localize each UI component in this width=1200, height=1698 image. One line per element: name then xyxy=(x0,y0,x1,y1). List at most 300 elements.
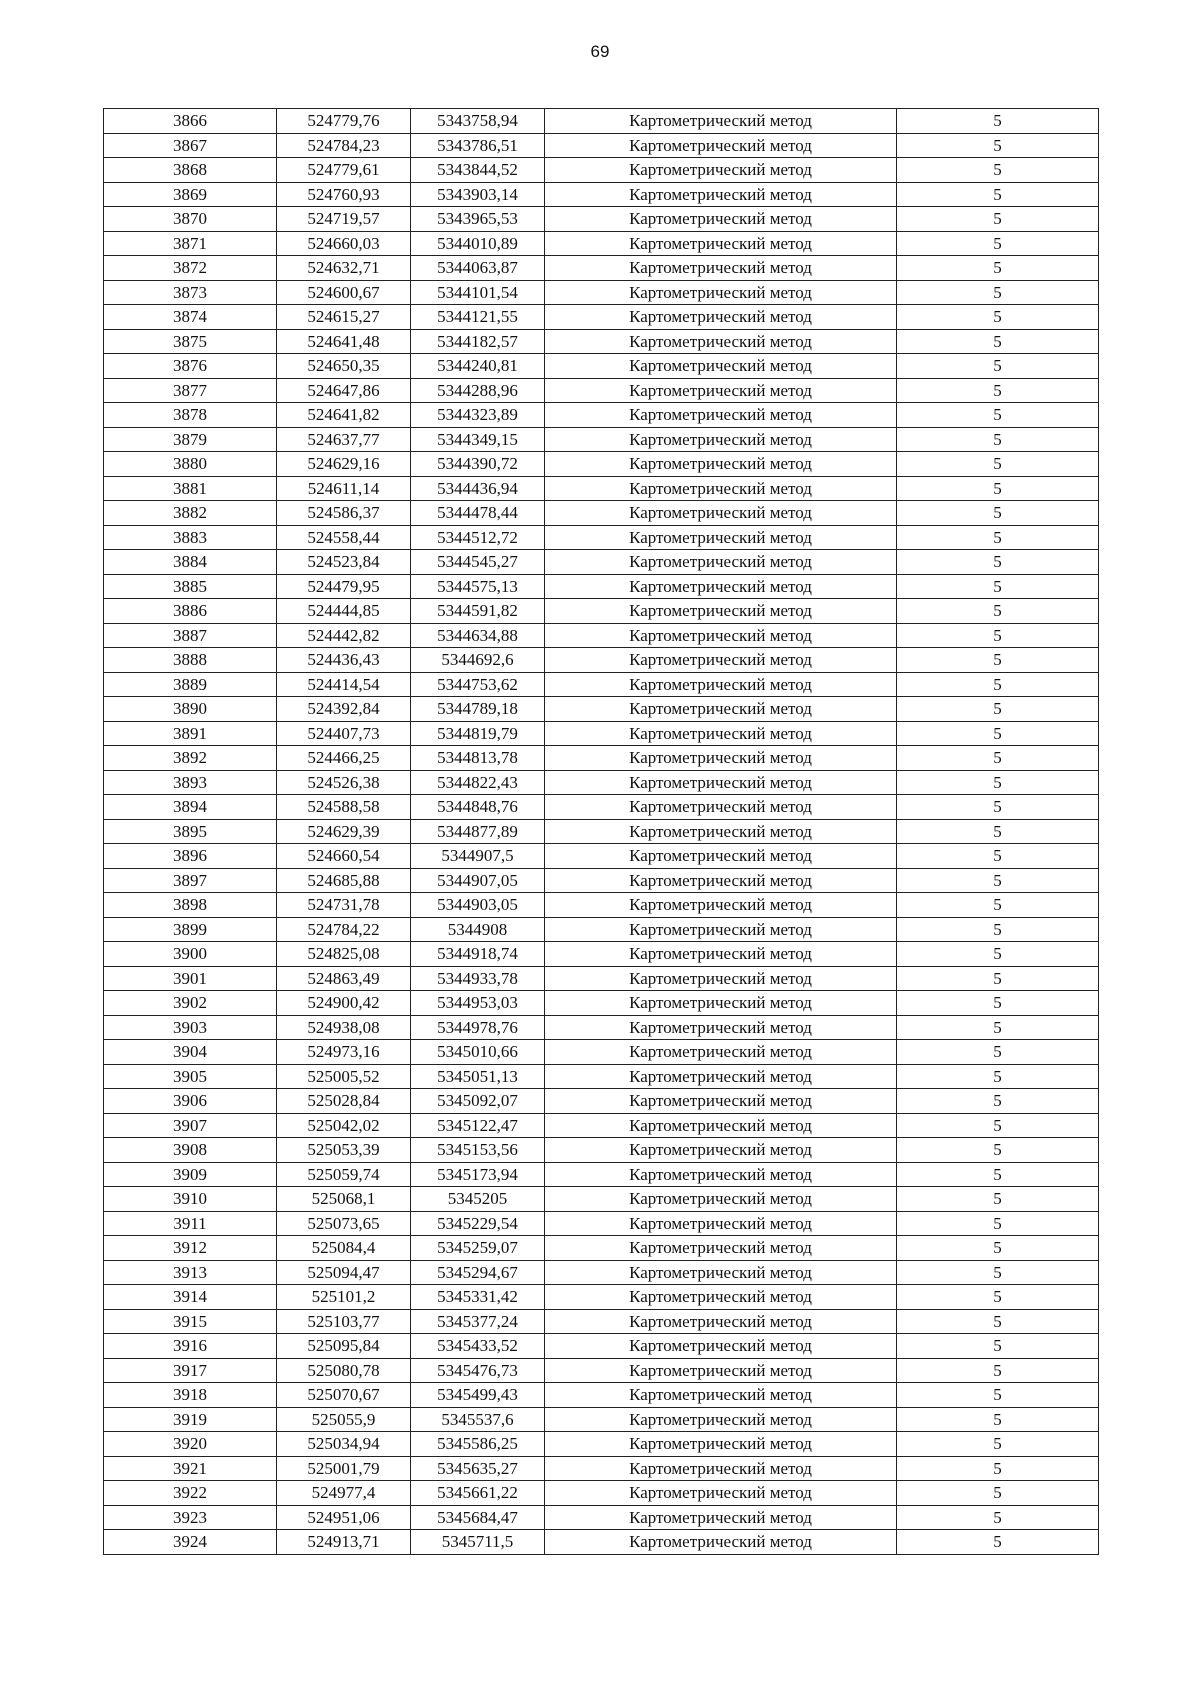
method-cell: Картометрический метод xyxy=(545,231,897,256)
table-row xyxy=(104,133,1099,158)
x-coordinate-cell: 524973,16 xyxy=(277,1040,411,1065)
table-row xyxy=(104,697,1099,722)
method-cell: Картометрический метод xyxy=(545,378,897,403)
table-row xyxy=(104,1456,1099,1481)
method-cell: Картометрический метод xyxy=(545,1456,897,1481)
accuracy-cell: 5 xyxy=(897,795,1099,820)
x-coordinate-cell: 525068,1 xyxy=(277,1187,411,1212)
table-row xyxy=(104,476,1099,501)
y-coordinate-cell: 5344063,87 xyxy=(411,256,545,281)
method-cell: Картометрический метод xyxy=(545,648,897,673)
point-number-cell: 3875 xyxy=(104,329,277,354)
table-row xyxy=(104,917,1099,942)
coordinates-table-body xyxy=(104,109,1099,1555)
point-number-cell: 3894 xyxy=(104,795,277,820)
x-coordinate-cell: 524586,37 xyxy=(277,501,411,526)
accuracy-cell: 5 xyxy=(897,1236,1099,1261)
y-coordinate-cell: 5344848,76 xyxy=(411,795,545,820)
table-row xyxy=(104,1260,1099,1285)
x-coordinate-cell: 524977,4 xyxy=(277,1481,411,1506)
accuracy-cell: 5 xyxy=(897,1481,1099,1506)
accuracy-cell: 5 xyxy=(897,746,1099,771)
table-row xyxy=(104,1040,1099,1065)
y-coordinate-cell: 5345537,6 xyxy=(411,1407,545,1432)
method-cell: Картометрический метод xyxy=(545,109,897,134)
accuracy-cell: 5 xyxy=(897,1530,1099,1555)
point-number-cell: 3881 xyxy=(104,476,277,501)
table-row xyxy=(104,966,1099,991)
y-coordinate-cell: 5344978,76 xyxy=(411,1015,545,1040)
x-coordinate-cell: 524719,57 xyxy=(277,207,411,232)
accuracy-cell: 5 xyxy=(897,1064,1099,1089)
x-coordinate-cell: 524900,42 xyxy=(277,991,411,1016)
accuracy-cell: 5 xyxy=(897,623,1099,648)
accuracy-cell: 5 xyxy=(897,721,1099,746)
method-cell: Картометрический метод xyxy=(545,819,897,844)
page-number: 69 xyxy=(590,42,610,61)
method-cell: Картометрический метод xyxy=(545,1187,897,1212)
table-row xyxy=(104,844,1099,869)
accuracy-cell: 5 xyxy=(897,1505,1099,1530)
y-coordinate-cell: 5345499,43 xyxy=(411,1383,545,1408)
y-coordinate-cell: 5345229,54 xyxy=(411,1211,545,1236)
accuracy-cell: 5 xyxy=(897,525,1099,550)
accuracy-cell: 5 xyxy=(897,893,1099,918)
table-row xyxy=(104,942,1099,967)
y-coordinate-cell: 5345586,25 xyxy=(411,1432,545,1457)
x-coordinate-cell: 525005,52 xyxy=(277,1064,411,1089)
y-coordinate-cell: 5344634,88 xyxy=(411,623,545,648)
method-cell: Картометрический метод xyxy=(545,1358,897,1383)
y-coordinate-cell: 5344692,6 xyxy=(411,648,545,673)
table-row xyxy=(104,1089,1099,1114)
y-coordinate-cell: 5345294,67 xyxy=(411,1260,545,1285)
table-row xyxy=(104,574,1099,599)
accuracy-cell: 5 xyxy=(897,133,1099,158)
accuracy-cell: 5 xyxy=(897,1187,1099,1212)
table-row xyxy=(104,354,1099,379)
point-number-cell: 3912 xyxy=(104,1236,277,1261)
accuracy-cell: 5 xyxy=(897,868,1099,893)
x-coordinate-cell: 525103,77 xyxy=(277,1309,411,1334)
y-coordinate-cell: 5344907,5 xyxy=(411,844,545,869)
x-coordinate-cell: 524951,06 xyxy=(277,1505,411,1530)
point-number-cell: 3899 xyxy=(104,917,277,942)
table-row xyxy=(104,525,1099,550)
point-number-cell: 3887 xyxy=(104,623,277,648)
x-coordinate-cell: 524641,82 xyxy=(277,403,411,428)
accuracy-cell: 5 xyxy=(897,648,1099,673)
x-coordinate-cell: 524641,48 xyxy=(277,329,411,354)
point-number-cell: 3873 xyxy=(104,280,277,305)
table-row xyxy=(104,819,1099,844)
accuracy-cell: 5 xyxy=(897,231,1099,256)
y-coordinate-cell: 5343903,14 xyxy=(411,182,545,207)
table-row xyxy=(104,746,1099,771)
accuracy-cell: 5 xyxy=(897,1040,1099,1065)
table-row xyxy=(104,1187,1099,1212)
method-cell: Картометрический метод xyxy=(545,1236,897,1261)
y-coordinate-cell: 5344822,43 xyxy=(411,770,545,795)
y-coordinate-cell: 5344288,96 xyxy=(411,378,545,403)
y-coordinate-cell: 5343844,52 xyxy=(411,158,545,183)
method-cell: Картометрический метод xyxy=(545,158,897,183)
method-cell: Картометрический метод xyxy=(545,966,897,991)
table-row xyxy=(104,158,1099,183)
method-cell: Картометрический метод xyxy=(545,1285,897,1310)
point-number-cell: 3867 xyxy=(104,133,277,158)
y-coordinate-cell: 5345711,5 xyxy=(411,1530,545,1555)
x-coordinate-cell: 524825,08 xyxy=(277,942,411,967)
method-cell: Картометрический метод xyxy=(545,770,897,795)
y-coordinate-cell: 5344121,55 xyxy=(411,305,545,330)
x-coordinate-cell: 524558,44 xyxy=(277,525,411,550)
method-cell: Картометрический метод xyxy=(545,844,897,869)
accuracy-cell: 5 xyxy=(897,403,1099,428)
y-coordinate-cell: 5344182,57 xyxy=(411,329,545,354)
accuracy-cell: 5 xyxy=(897,1358,1099,1383)
method-cell: Картометрический метод xyxy=(545,1481,897,1506)
method-cell: Картометрический метод xyxy=(545,1064,897,1089)
x-coordinate-cell: 524632,71 xyxy=(277,256,411,281)
method-cell: Картометрический метод xyxy=(545,207,897,232)
accuracy-cell: 5 xyxy=(897,1260,1099,1285)
accuracy-cell: 5 xyxy=(897,672,1099,697)
x-coordinate-cell: 525028,84 xyxy=(277,1089,411,1114)
point-number-cell: 3883 xyxy=(104,525,277,550)
method-cell: Картометрический метод xyxy=(545,182,897,207)
x-coordinate-cell: 524779,61 xyxy=(277,158,411,183)
point-number-cell: 3889 xyxy=(104,672,277,697)
point-number-cell: 3876 xyxy=(104,354,277,379)
x-coordinate-cell: 524611,14 xyxy=(277,476,411,501)
y-coordinate-cell: 5345259,07 xyxy=(411,1236,545,1261)
point-number-cell: 3895 xyxy=(104,819,277,844)
table-row xyxy=(104,1064,1099,1089)
point-number-cell: 3879 xyxy=(104,427,277,452)
point-number-cell: 3891 xyxy=(104,721,277,746)
method-cell: Картометрический метод xyxy=(545,550,897,575)
y-coordinate-cell: 5344390,72 xyxy=(411,452,545,477)
table-row xyxy=(104,182,1099,207)
table-row xyxy=(104,599,1099,624)
point-number-cell: 3905 xyxy=(104,1064,277,1089)
point-number-cell: 3866 xyxy=(104,109,277,134)
table-row xyxy=(104,623,1099,648)
point-number-cell: 3886 xyxy=(104,599,277,624)
point-number-cell: 3911 xyxy=(104,1211,277,1236)
x-coordinate-cell: 524863,49 xyxy=(277,966,411,991)
accuracy-cell: 5 xyxy=(897,942,1099,967)
x-coordinate-cell: 525080,78 xyxy=(277,1358,411,1383)
y-coordinate-cell: 5345092,07 xyxy=(411,1089,545,1114)
x-coordinate-cell: 524588,58 xyxy=(277,795,411,820)
table-row xyxy=(104,1432,1099,1457)
point-number-cell: 3913 xyxy=(104,1260,277,1285)
point-number-cell: 3870 xyxy=(104,207,277,232)
x-coordinate-cell: 524660,03 xyxy=(277,231,411,256)
x-coordinate-cell: 524466,25 xyxy=(277,746,411,771)
method-cell: Картометрический метод xyxy=(545,1383,897,1408)
y-coordinate-cell: 5345122,47 xyxy=(411,1113,545,1138)
method-cell: Картометрический метод xyxy=(545,1505,897,1530)
y-coordinate-cell: 5345051,13 xyxy=(411,1064,545,1089)
table-row xyxy=(104,427,1099,452)
x-coordinate-cell: 524629,16 xyxy=(277,452,411,477)
y-coordinate-cell: 5344545,27 xyxy=(411,550,545,575)
accuracy-cell: 5 xyxy=(897,991,1099,1016)
table-row xyxy=(104,795,1099,820)
x-coordinate-cell: 524731,78 xyxy=(277,893,411,918)
y-coordinate-cell: 5344953,03 xyxy=(411,991,545,1016)
method-cell: Картометрический метод xyxy=(545,1432,897,1457)
method-cell: Картометрический метод xyxy=(545,1089,897,1114)
x-coordinate-cell: 524414,54 xyxy=(277,672,411,697)
point-number-cell: 3920 xyxy=(104,1432,277,1457)
method-cell: Картометрический метод xyxy=(545,574,897,599)
x-coordinate-cell: 524526,38 xyxy=(277,770,411,795)
table-row xyxy=(104,868,1099,893)
x-coordinate-cell: 524685,88 xyxy=(277,868,411,893)
x-coordinate-cell: 525001,79 xyxy=(277,1456,411,1481)
point-number-cell: 3908 xyxy=(104,1138,277,1163)
method-cell: Картометрический метод xyxy=(545,1015,897,1040)
method-cell: Картометрический метод xyxy=(545,256,897,281)
method-cell: Картометрический метод xyxy=(545,991,897,1016)
point-number-cell: 3874 xyxy=(104,305,277,330)
accuracy-cell: 5 xyxy=(897,354,1099,379)
point-number-cell: 3898 xyxy=(104,893,277,918)
method-cell: Картометрический метод xyxy=(545,917,897,942)
x-coordinate-cell: 524760,93 xyxy=(277,182,411,207)
method-cell: Картометрический метод xyxy=(545,1138,897,1163)
table-row xyxy=(104,550,1099,575)
table-row xyxy=(104,1015,1099,1040)
table-row xyxy=(104,1211,1099,1236)
method-cell: Картометрический метод xyxy=(545,599,897,624)
table-row xyxy=(104,672,1099,697)
method-cell: Картометрический метод xyxy=(545,721,897,746)
accuracy-cell: 5 xyxy=(897,256,1099,281)
point-number-cell: 3910 xyxy=(104,1187,277,1212)
accuracy-cell: 5 xyxy=(897,1456,1099,1481)
accuracy-cell: 5 xyxy=(897,1285,1099,1310)
point-number-cell: 3871 xyxy=(104,231,277,256)
x-coordinate-cell: 525070,67 xyxy=(277,1383,411,1408)
x-coordinate-cell: 525034,94 xyxy=(277,1432,411,1457)
y-coordinate-cell: 5345476,73 xyxy=(411,1358,545,1383)
accuracy-cell: 5 xyxy=(897,158,1099,183)
x-coordinate-cell: 524444,85 xyxy=(277,599,411,624)
point-number-cell: 3872 xyxy=(104,256,277,281)
table-row xyxy=(104,1138,1099,1163)
accuracy-cell: 5 xyxy=(897,697,1099,722)
table-row xyxy=(104,1407,1099,1432)
accuracy-cell: 5 xyxy=(897,917,1099,942)
x-coordinate-cell: 525059,74 xyxy=(277,1162,411,1187)
x-coordinate-cell: 524779,76 xyxy=(277,109,411,134)
table-row xyxy=(104,109,1099,134)
point-number-cell: 3880 xyxy=(104,452,277,477)
table-row xyxy=(104,1309,1099,1334)
method-cell: Картометрический метод xyxy=(545,427,897,452)
y-coordinate-cell: 5344907,05 xyxy=(411,868,545,893)
method-cell: Картометрический метод xyxy=(545,133,897,158)
y-coordinate-cell: 5345010,66 xyxy=(411,1040,545,1065)
accuracy-cell: 5 xyxy=(897,280,1099,305)
method-cell: Картометрический метод xyxy=(545,672,897,697)
table-row xyxy=(104,1285,1099,1310)
point-number-cell: 3906 xyxy=(104,1089,277,1114)
table-row xyxy=(104,1236,1099,1261)
y-coordinate-cell: 5344512,72 xyxy=(411,525,545,550)
accuracy-cell: 5 xyxy=(897,574,1099,599)
point-number-cell: 3897 xyxy=(104,868,277,893)
x-coordinate-cell: 524407,73 xyxy=(277,721,411,746)
accuracy-cell: 5 xyxy=(897,770,1099,795)
accuracy-cell: 5 xyxy=(897,182,1099,207)
accuracy-cell: 5 xyxy=(897,1407,1099,1432)
point-number-cell: 3882 xyxy=(104,501,277,526)
table-row xyxy=(104,378,1099,403)
table-row xyxy=(104,1162,1099,1187)
table-row xyxy=(104,648,1099,673)
point-number-cell: 3892 xyxy=(104,746,277,771)
accuracy-cell: 5 xyxy=(897,476,1099,501)
x-coordinate-cell: 525095,84 xyxy=(277,1334,411,1359)
point-number-cell: 3907 xyxy=(104,1113,277,1138)
accuracy-cell: 5 xyxy=(897,329,1099,354)
point-number-cell: 3900 xyxy=(104,942,277,967)
x-coordinate-cell: 524436,43 xyxy=(277,648,411,673)
accuracy-cell: 5 xyxy=(897,599,1099,624)
table-row xyxy=(104,329,1099,354)
point-number-cell: 3896 xyxy=(104,844,277,869)
table-row xyxy=(104,1358,1099,1383)
point-number-cell: 3884 xyxy=(104,550,277,575)
x-coordinate-cell: 525055,9 xyxy=(277,1407,411,1432)
method-cell: Картометрический метод xyxy=(545,354,897,379)
point-number-cell: 3903 xyxy=(104,1015,277,1040)
method-cell: Картометрический метод xyxy=(545,1113,897,1138)
y-coordinate-cell: 5344478,44 xyxy=(411,501,545,526)
x-coordinate-cell: 525084,4 xyxy=(277,1236,411,1261)
method-cell: Картометрический метод xyxy=(545,697,897,722)
y-coordinate-cell: 5343786,51 xyxy=(411,133,545,158)
method-cell: Картометрический метод xyxy=(545,476,897,501)
table-row xyxy=(104,231,1099,256)
point-number-cell: 3878 xyxy=(104,403,277,428)
point-number-cell: 3915 xyxy=(104,1309,277,1334)
x-coordinate-cell: 524784,23 xyxy=(277,133,411,158)
table-row xyxy=(104,403,1099,428)
x-coordinate-cell: 524600,67 xyxy=(277,280,411,305)
y-coordinate-cell: 5345661,22 xyxy=(411,1481,545,1506)
table-row xyxy=(104,893,1099,918)
y-coordinate-cell: 5344010,89 xyxy=(411,231,545,256)
y-coordinate-cell: 5344933,78 xyxy=(411,966,545,991)
y-coordinate-cell: 5345173,94 xyxy=(411,1162,545,1187)
method-cell: Картометрический метод xyxy=(545,1309,897,1334)
y-coordinate-cell: 5344908 xyxy=(411,917,545,942)
point-number-cell: 3923 xyxy=(104,1505,277,1530)
y-coordinate-cell: 5343965,53 xyxy=(411,207,545,232)
accuracy-cell: 5 xyxy=(897,844,1099,869)
table-row xyxy=(104,280,1099,305)
accuracy-cell: 5 xyxy=(897,1015,1099,1040)
accuracy-cell: 5 xyxy=(897,378,1099,403)
y-coordinate-cell: 5344877,89 xyxy=(411,819,545,844)
y-coordinate-cell: 5344591,82 xyxy=(411,599,545,624)
x-coordinate-cell: 525073,65 xyxy=(277,1211,411,1236)
y-coordinate-cell: 5344101,54 xyxy=(411,280,545,305)
point-number-cell: 3901 xyxy=(104,966,277,991)
point-number-cell: 3918 xyxy=(104,1383,277,1408)
method-cell: Картометрический метод xyxy=(545,1211,897,1236)
y-coordinate-cell: 5344436,94 xyxy=(411,476,545,501)
method-cell: Картометрический метод xyxy=(545,280,897,305)
x-coordinate-cell: 525094,47 xyxy=(277,1260,411,1285)
accuracy-cell: 5 xyxy=(897,1113,1099,1138)
table-row xyxy=(104,501,1099,526)
x-coordinate-cell: 524523,84 xyxy=(277,550,411,575)
accuracy-cell: 5 xyxy=(897,109,1099,134)
y-coordinate-cell: 5343758,94 xyxy=(411,109,545,134)
x-coordinate-cell: 524637,77 xyxy=(277,427,411,452)
table-row xyxy=(104,305,1099,330)
point-number-cell: 3924 xyxy=(104,1530,277,1555)
point-number-cell: 3922 xyxy=(104,1481,277,1506)
x-coordinate-cell: 524650,35 xyxy=(277,354,411,379)
accuracy-cell: 5 xyxy=(897,966,1099,991)
point-number-cell: 3902 xyxy=(104,991,277,1016)
x-coordinate-cell: 524479,95 xyxy=(277,574,411,599)
method-cell: Картометрический метод xyxy=(545,329,897,354)
x-coordinate-cell: 524913,71 xyxy=(277,1530,411,1555)
accuracy-cell: 5 xyxy=(897,305,1099,330)
table-row xyxy=(104,1383,1099,1408)
accuracy-cell: 5 xyxy=(897,1089,1099,1114)
table-row xyxy=(104,770,1099,795)
y-coordinate-cell: 5344903,05 xyxy=(411,893,545,918)
method-cell: Картометрический метод xyxy=(545,623,897,648)
x-coordinate-cell: 525101,2 xyxy=(277,1285,411,1310)
y-coordinate-cell: 5345635,27 xyxy=(411,1456,545,1481)
point-number-cell: 3909 xyxy=(104,1162,277,1187)
table-row xyxy=(104,1334,1099,1359)
method-cell: Картометрический метод xyxy=(545,501,897,526)
accuracy-cell: 5 xyxy=(897,1309,1099,1334)
y-coordinate-cell: 5344575,13 xyxy=(411,574,545,599)
y-coordinate-cell: 5344918,74 xyxy=(411,942,545,967)
x-coordinate-cell: 524938,08 xyxy=(277,1015,411,1040)
accuracy-cell: 5 xyxy=(897,550,1099,575)
method-cell: Картометрический метод xyxy=(545,403,897,428)
y-coordinate-cell: 5345377,24 xyxy=(411,1309,545,1334)
accuracy-cell: 5 xyxy=(897,819,1099,844)
accuracy-cell: 5 xyxy=(897,1432,1099,1457)
method-cell: Картометрический метод xyxy=(545,746,897,771)
table-row xyxy=(104,1530,1099,1555)
x-coordinate-cell: 524629,39 xyxy=(277,819,411,844)
method-cell: Картометрический метод xyxy=(545,942,897,967)
table-row xyxy=(104,1505,1099,1530)
y-coordinate-cell: 5345433,52 xyxy=(411,1334,545,1359)
accuracy-cell: 5 xyxy=(897,1162,1099,1187)
method-cell: Картометрический метод xyxy=(545,795,897,820)
y-coordinate-cell: 5345684,47 xyxy=(411,1505,545,1530)
method-cell: Картометрический метод xyxy=(545,1260,897,1285)
